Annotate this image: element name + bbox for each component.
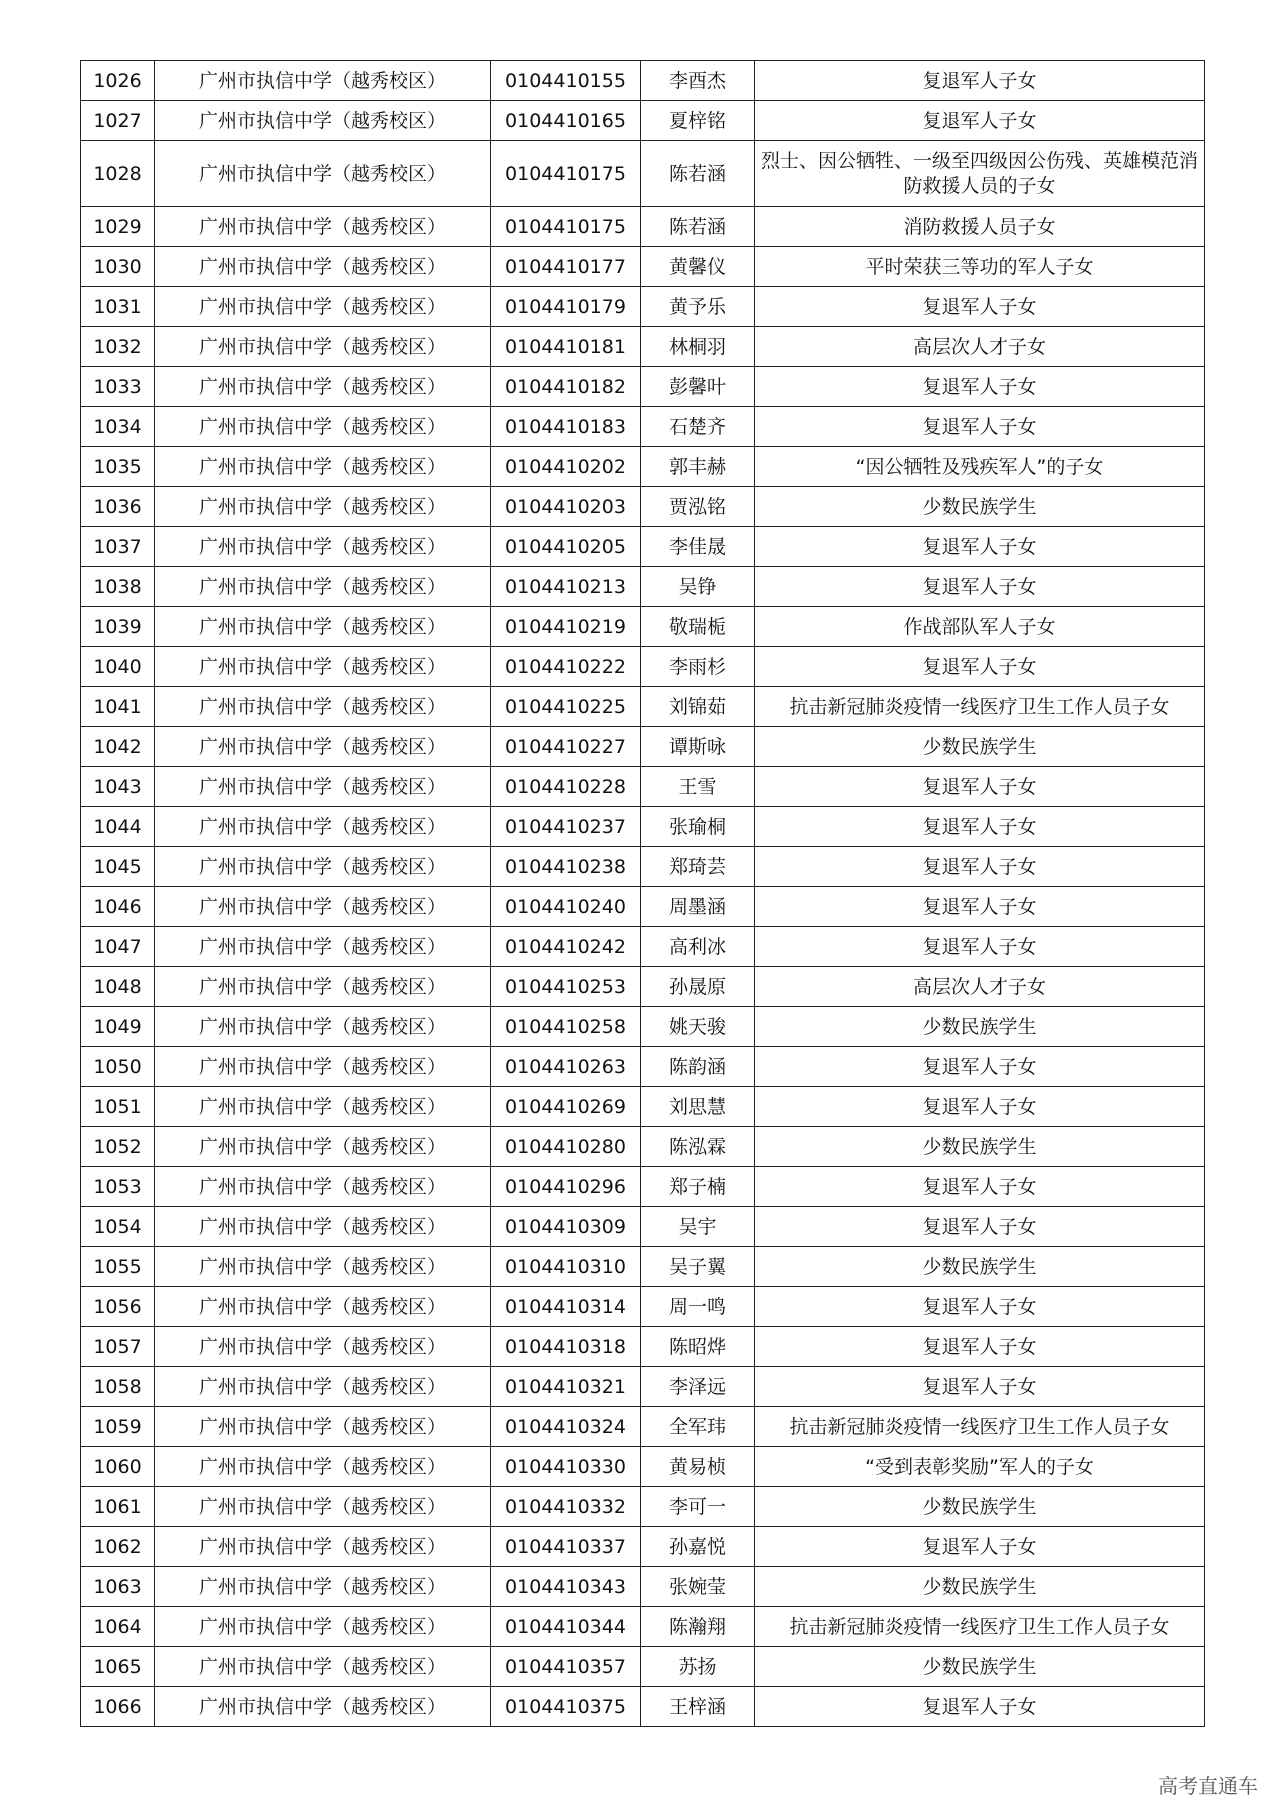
student-name-cell: 张瑜桐 — [641, 807, 755, 847]
exam-id-cell: 0104410182 — [491, 367, 641, 407]
school-cell: 广州市执信中学（越秀校区） — [155, 527, 491, 567]
serial-number-cell: 1028 — [81, 141, 155, 207]
exam-id-cell: 0104410155 — [491, 61, 641, 101]
exam-id-cell: 0104410332 — [491, 1487, 641, 1527]
table-row — [81, 1367, 1205, 1407]
student-name-cell: 李泽远 — [641, 1367, 755, 1407]
school-cell: 广州市执信中学（越秀校区） — [155, 447, 491, 487]
school-cell: 广州市执信中学（越秀校区） — [155, 407, 491, 447]
student-name-cell: 李酉杰 — [641, 61, 755, 101]
exam-id-cell: 0104410318 — [491, 1327, 641, 1367]
serial-number-cell: 1041 — [81, 687, 155, 727]
serial-number-cell: 1048 — [81, 967, 155, 1007]
school-cell: 广州市执信中学（越秀校区） — [155, 727, 491, 767]
school-cell: 广州市执信中学（越秀校区） — [155, 487, 491, 527]
exam-id-cell: 0104410238 — [491, 847, 641, 887]
exam-id-cell: 0104410222 — [491, 647, 641, 687]
school-cell: 广州市执信中学（越秀校区） — [155, 1247, 491, 1287]
category-cell: 少数民族学生 — [755, 1487, 1205, 1527]
student-name-cell: 郑子楠 — [641, 1167, 755, 1207]
exam-id-cell: 0104410344 — [491, 1607, 641, 1647]
table-row — [81, 1527, 1205, 1567]
student-name-cell: 陈昭烨 — [641, 1327, 755, 1367]
serial-number-cell: 1027 — [81, 101, 155, 141]
student-name-cell: 石楚齐 — [641, 407, 755, 447]
table-row — [81, 807, 1205, 847]
exam-id-cell: 0104410314 — [491, 1287, 641, 1327]
category-cell: 复退军人子女 — [755, 887, 1205, 927]
school-cell: 广州市执信中学（越秀校区） — [155, 1167, 491, 1207]
category-cell: 高层次人才子女 — [755, 967, 1205, 1007]
student-name-cell: 李雨杉 — [641, 647, 755, 687]
category-cell: 平时荣获三等功的军人子女 — [755, 247, 1205, 287]
eligibility-table — [80, 60, 1205, 1727]
serial-number-cell: 1029 — [81, 207, 155, 247]
serial-number-cell: 1036 — [81, 487, 155, 527]
serial-number-cell: 1050 — [81, 1047, 155, 1087]
exam-id-cell: 0104410213 — [491, 567, 641, 607]
exam-id-cell: 0104410205 — [491, 527, 641, 567]
category-cell: 抗击新冠肺炎疫情一线医疗卫生工作人员子女 — [755, 1607, 1205, 1647]
school-cell: 广州市执信中学（越秀校区） — [155, 61, 491, 101]
category-cell: 消防救援人员子女 — [755, 207, 1205, 247]
table-row — [81, 207, 1205, 247]
table-row — [81, 1167, 1205, 1207]
serial-number-cell: 1033 — [81, 367, 155, 407]
school-cell: 广州市执信中学（越秀校区） — [155, 567, 491, 607]
exam-id-cell: 0104410280 — [491, 1127, 641, 1167]
category-cell: 少数民族学生 — [755, 487, 1205, 527]
student-name-cell: 彭馨叶 — [641, 367, 755, 407]
exam-id-cell: 0104410165 — [491, 101, 641, 141]
serial-number-cell: 1061 — [81, 1487, 155, 1527]
exam-id-cell: 0104410203 — [491, 487, 641, 527]
serial-number-cell: 1059 — [81, 1407, 155, 1447]
exam-id-cell: 0104410219 — [491, 607, 641, 647]
student-name-cell: 谭斯咏 — [641, 727, 755, 767]
school-cell: 广州市执信中学（越秀校区） — [155, 101, 491, 141]
category-cell: 少数民族学生 — [755, 727, 1205, 767]
serial-number-cell: 1056 — [81, 1287, 155, 1327]
serial-number-cell: 1047 — [81, 927, 155, 967]
student-name-cell: 郑琦芸 — [641, 847, 755, 887]
category-cell: 复退军人子女 — [755, 767, 1205, 807]
serial-number-cell: 1057 — [81, 1327, 155, 1367]
school-cell: 广州市执信中学（越秀校区） — [155, 1367, 491, 1407]
student-name-cell: 周墨涵 — [641, 887, 755, 927]
school-cell: 广州市执信中学（越秀校区） — [155, 607, 491, 647]
serial-number-cell: 1058 — [81, 1367, 155, 1407]
school-cell: 广州市执信中学（越秀校区） — [155, 1687, 491, 1727]
table-row — [81, 527, 1205, 567]
school-cell: 广州市执信中学（越秀校区） — [155, 1087, 491, 1127]
category-cell: 复退军人子女 — [755, 367, 1205, 407]
serial-number-cell: 1031 — [81, 287, 155, 327]
student-name-cell: 苏扬 — [641, 1647, 755, 1687]
student-name-cell: 孙嘉悦 — [641, 1527, 755, 1567]
student-name-cell: 吴铮 — [641, 567, 755, 607]
serial-number-cell: 1040 — [81, 647, 155, 687]
watermark: 高考直通车 — [1158, 1774, 1258, 1798]
student-name-cell: 敬瑞栀 — [641, 607, 755, 647]
school-cell: 广州市执信中学（越秀校区） — [155, 967, 491, 1007]
exam-id-cell: 0104410175 — [491, 207, 641, 247]
category-cell: 复退军人子女 — [755, 567, 1205, 607]
student-name-cell: 林桐羽 — [641, 327, 755, 367]
exam-id-cell: 0104410225 — [491, 687, 641, 727]
serial-number-cell: 1049 — [81, 1007, 155, 1047]
exam-id-cell: 0104410337 — [491, 1527, 641, 1567]
student-name-cell: 陈若涵 — [641, 141, 755, 207]
student-name-cell: 刘思慧 — [641, 1087, 755, 1127]
table-row — [81, 1407, 1205, 1447]
category-cell: “因公牺牲及残疾军人”的子女 — [755, 447, 1205, 487]
exam-id-cell: 0104410357 — [491, 1647, 641, 1687]
table-row — [81, 927, 1205, 967]
serial-number-cell: 1044 — [81, 807, 155, 847]
student-name-cell: 陈韵涵 — [641, 1047, 755, 1087]
serial-number-cell: 1053 — [81, 1167, 155, 1207]
category-cell: 复退军人子女 — [755, 1047, 1205, 1087]
table-row — [81, 1607, 1205, 1647]
category-cell: 少数民族学生 — [755, 1247, 1205, 1287]
exam-id-cell: 0104410175 — [491, 141, 641, 207]
category-cell: 少数民族学生 — [755, 1127, 1205, 1167]
category-cell: 复退军人子女 — [755, 1207, 1205, 1247]
student-name-cell: 李佳晟 — [641, 527, 755, 567]
table-row — [81, 847, 1205, 887]
exam-id-cell: 0104410242 — [491, 927, 641, 967]
serial-number-cell: 1065 — [81, 1647, 155, 1687]
table-row — [81, 1287, 1205, 1327]
school-cell: 广州市执信中学（越秀校区） — [155, 247, 491, 287]
student-name-cell: 陈瀚翔 — [641, 1607, 755, 1647]
student-name-cell: 吴子翼 — [641, 1247, 755, 1287]
table-row — [81, 141, 1205, 207]
table-row — [81, 101, 1205, 141]
category-cell: 复退军人子女 — [755, 647, 1205, 687]
category-cell: 复退军人子女 — [755, 1367, 1205, 1407]
school-cell: 广州市执信中学（越秀校区） — [155, 327, 491, 367]
table-row — [81, 1447, 1205, 1487]
serial-number-cell: 1037 — [81, 527, 155, 567]
school-cell: 广州市执信中学（越秀校区） — [155, 1447, 491, 1487]
serial-number-cell: 1064 — [81, 1607, 155, 1647]
serial-number-cell: 1060 — [81, 1447, 155, 1487]
student-name-cell: 王梓涵 — [641, 1687, 755, 1727]
school-cell: 广州市执信中学（越秀校区） — [155, 367, 491, 407]
serial-number-cell: 1032 — [81, 327, 155, 367]
serial-number-cell: 1054 — [81, 1207, 155, 1247]
serial-number-cell: 1043 — [81, 767, 155, 807]
school-cell: 广州市执信中学（越秀校区） — [155, 807, 491, 847]
exam-id-cell: 0104410263 — [491, 1047, 641, 1087]
exam-id-cell: 0104410269 — [491, 1087, 641, 1127]
category-cell: 复退军人子女 — [755, 287, 1205, 327]
student-name-cell: 姚天骏 — [641, 1007, 755, 1047]
student-name-cell: 陈泓霖 — [641, 1127, 755, 1167]
exam-id-cell: 0104410309 — [491, 1207, 641, 1247]
school-cell: 广州市执信中学（越秀校区） — [155, 847, 491, 887]
school-cell: 广州市执信中学（越秀校区） — [155, 141, 491, 207]
school-cell: 广州市执信中学（越秀校区） — [155, 1527, 491, 1567]
school-cell: 广州市执信中学（越秀校区） — [155, 887, 491, 927]
exam-id-cell: 0104410324 — [491, 1407, 641, 1447]
table-row — [81, 727, 1205, 767]
student-name-cell: 郭丰赫 — [641, 447, 755, 487]
table-row — [81, 1087, 1205, 1127]
school-cell: 广州市执信中学（越秀校区） — [155, 1647, 491, 1687]
table-row — [81, 567, 1205, 607]
serial-number-cell: 1026 — [81, 61, 155, 101]
table-row — [81, 1327, 1205, 1367]
exam-id-cell: 0104410253 — [491, 967, 641, 1007]
serial-number-cell: 1030 — [81, 247, 155, 287]
table-row — [81, 1007, 1205, 1047]
student-name-cell: 王雪 — [641, 767, 755, 807]
table-row — [81, 1207, 1205, 1247]
category-cell: 作战部队军人子女 — [755, 607, 1205, 647]
student-name-cell: 吴宇 — [641, 1207, 755, 1247]
school-cell: 广州市执信中学（越秀校区） — [155, 287, 491, 327]
serial-number-cell: 1046 — [81, 887, 155, 927]
table-row — [81, 1487, 1205, 1527]
school-cell: 广州市执信中学（越秀校区） — [155, 767, 491, 807]
serial-number-cell: 1042 — [81, 727, 155, 767]
table-row — [81, 1567, 1205, 1607]
table-row — [81, 687, 1205, 727]
table-row — [81, 887, 1205, 927]
category-cell: 抗击新冠肺炎疫情一线医疗卫生工作人员子女 — [755, 1407, 1205, 1447]
school-cell: 广州市执信中学（越秀校区） — [155, 687, 491, 727]
exam-id-cell: 0104410177 — [491, 247, 641, 287]
serial-number-cell: 1038 — [81, 567, 155, 607]
category-cell: 复退军人子女 — [755, 101, 1205, 141]
category-cell: 复退军人子女 — [755, 407, 1205, 447]
student-name-cell: 陈若涵 — [641, 207, 755, 247]
student-name-cell: 孙晟原 — [641, 967, 755, 1007]
exam-id-cell: 0104410237 — [491, 807, 641, 847]
table-row — [81, 647, 1205, 687]
serial-number-cell: 1035 — [81, 447, 155, 487]
student-name-cell: 黄易桢 — [641, 1447, 755, 1487]
table-row — [81, 287, 1205, 327]
table-row — [81, 767, 1205, 807]
category-cell: 复退军人子女 — [755, 1287, 1205, 1327]
category-cell: 少数民族学生 — [755, 1647, 1205, 1687]
exam-id-cell: 0104410343 — [491, 1567, 641, 1607]
table-row — [81, 1647, 1205, 1687]
category-cell: 少数民族学生 — [755, 1007, 1205, 1047]
student-name-cell: 周一鸣 — [641, 1287, 755, 1327]
student-name-cell: 全军玮 — [641, 1407, 755, 1447]
table-row — [81, 61, 1205, 101]
category-cell: 复退军人子女 — [755, 1087, 1205, 1127]
student-name-cell: 黄馨仪 — [641, 247, 755, 287]
table-row — [81, 487, 1205, 527]
student-name-cell: 刘锦茹 — [641, 687, 755, 727]
exam-id-cell: 0104410258 — [491, 1007, 641, 1047]
serial-number-cell: 1066 — [81, 1687, 155, 1727]
table-row — [81, 407, 1205, 447]
category-cell: 抗击新冠肺炎疫情一线医疗卫生工作人员子女 — [755, 687, 1205, 727]
serial-number-cell: 1039 — [81, 607, 155, 647]
serial-number-cell: 1045 — [81, 847, 155, 887]
exam-id-cell: 0104410183 — [491, 407, 641, 447]
table-row — [81, 1127, 1205, 1167]
category-cell: 复退军人子女 — [755, 927, 1205, 967]
serial-number-cell: 1062 — [81, 1527, 155, 1567]
school-cell: 广州市执信中学（越秀校区） — [155, 1607, 491, 1647]
exam-id-cell: 0104410321 — [491, 1367, 641, 1407]
serial-number-cell: 1055 — [81, 1247, 155, 1287]
table-row — [81, 327, 1205, 367]
category-cell: “受到表彰奖励”军人的子女 — [755, 1447, 1205, 1487]
category-cell: 少数民族学生 — [755, 1567, 1205, 1607]
student-name-cell: 张婉莹 — [641, 1567, 755, 1607]
student-name-cell: 贾泓铭 — [641, 487, 755, 527]
school-cell: 广州市执信中学（越秀校区） — [155, 1487, 491, 1527]
category-cell: 复退军人子女 — [755, 61, 1205, 101]
student-name-cell: 李可一 — [641, 1487, 755, 1527]
school-cell: 广州市执信中学（越秀校区） — [155, 1327, 491, 1367]
exam-id-cell: 0104410296 — [491, 1167, 641, 1207]
school-cell: 广州市执信中学（越秀校区） — [155, 1407, 491, 1447]
category-cell: 复退军人子女 — [755, 1687, 1205, 1727]
table-row — [81, 1047, 1205, 1087]
exam-id-cell: 0104410181 — [491, 327, 641, 367]
table-body — [81, 61, 1205, 1727]
category-cell: 烈士、因公牺牲、一级至四级因公伤残、英雄模范消防救援人员的子女 — [755, 141, 1205, 207]
exam-id-cell: 0104410375 — [491, 1687, 641, 1727]
table-row — [81, 247, 1205, 287]
student-name-cell: 高利冰 — [641, 927, 755, 967]
exam-id-cell: 0104410228 — [491, 767, 641, 807]
category-cell: 复退军人子女 — [755, 1327, 1205, 1367]
school-cell: 广州市执信中学（越秀校区） — [155, 1007, 491, 1047]
school-cell: 广州市执信中学（越秀校区） — [155, 1207, 491, 1247]
school-cell: 广州市执信中学（越秀校区） — [155, 1047, 491, 1087]
exam-id-cell: 0104410330 — [491, 1447, 641, 1487]
table-row — [81, 447, 1205, 487]
table-row — [81, 1247, 1205, 1287]
school-cell: 广州市执信中学（越秀校区） — [155, 1127, 491, 1167]
category-cell: 复退军人子女 — [755, 1167, 1205, 1207]
category-cell: 复退军人子女 — [755, 847, 1205, 887]
table-row — [81, 367, 1205, 407]
serial-number-cell: 1063 — [81, 1567, 155, 1607]
category-cell: 高层次人才子女 — [755, 327, 1205, 367]
exam-id-cell: 0104410179 — [491, 287, 641, 327]
student-name-cell: 黄予乐 — [641, 287, 755, 327]
exam-id-cell: 0104410240 — [491, 887, 641, 927]
table-row — [81, 967, 1205, 1007]
serial-number-cell: 1052 — [81, 1127, 155, 1167]
school-cell: 广州市执信中学（越秀校区） — [155, 927, 491, 967]
exam-id-cell: 0104410310 — [491, 1247, 641, 1287]
school-cell: 广州市执信中学（越秀校区） — [155, 647, 491, 687]
school-cell: 广州市执信中学（越秀校区） — [155, 1287, 491, 1327]
exam-id-cell: 0104410202 — [491, 447, 641, 487]
exam-id-cell: 0104410227 — [491, 727, 641, 767]
table-row — [81, 607, 1205, 647]
school-cell: 广州市执信中学（越秀校区） — [155, 207, 491, 247]
school-cell: 广州市执信中学（越秀校区） — [155, 1567, 491, 1607]
serial-number-cell: 1034 — [81, 407, 155, 447]
category-cell: 复退军人子女 — [755, 807, 1205, 847]
category-cell: 复退军人子女 — [755, 527, 1205, 567]
serial-number-cell: 1051 — [81, 1087, 155, 1127]
table-row — [81, 1687, 1205, 1727]
category-cell: 复退军人子女 — [755, 1527, 1205, 1567]
student-name-cell: 夏梓铭 — [641, 101, 755, 141]
